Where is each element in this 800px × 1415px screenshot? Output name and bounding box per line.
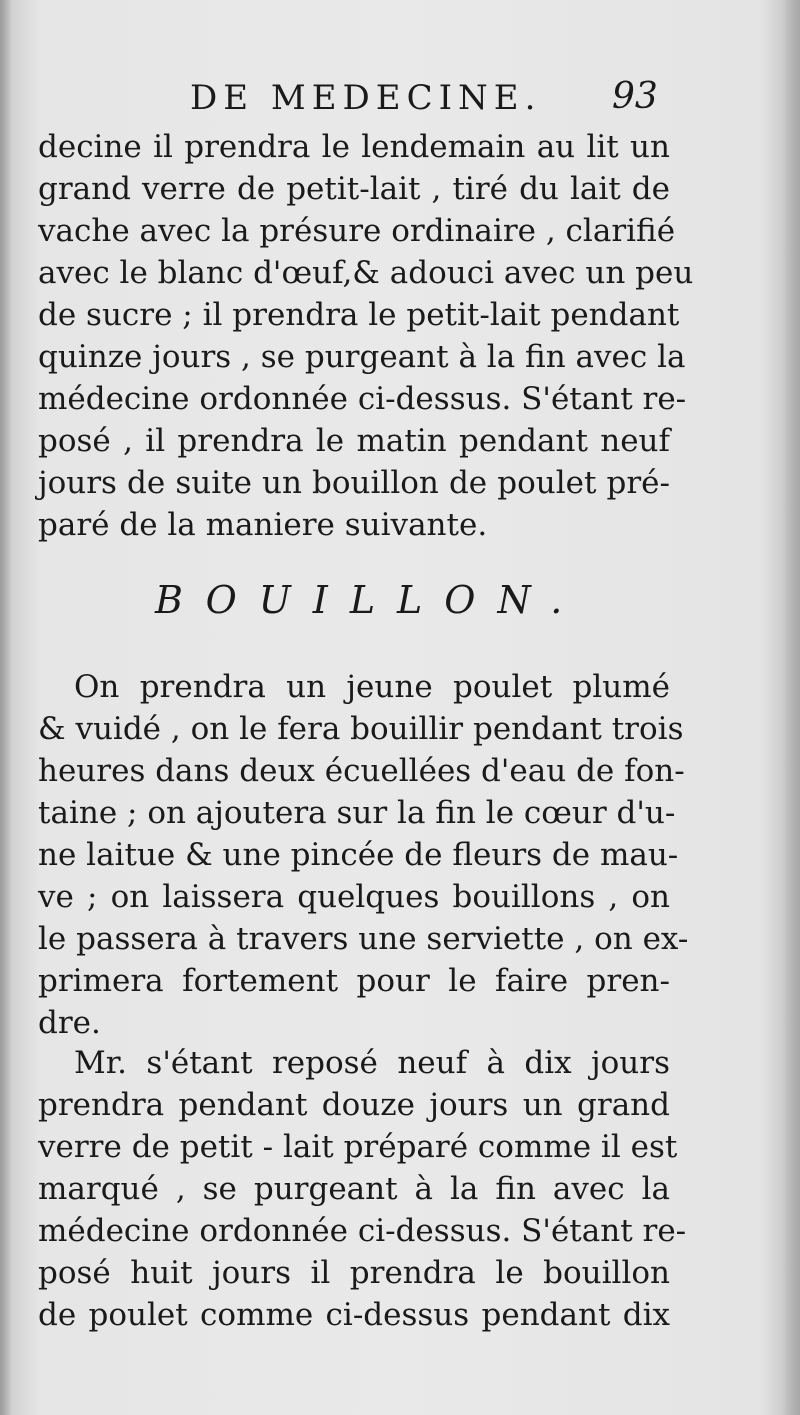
text-line: decine il prendra le lendemain au lit un	[38, 129, 670, 165]
text-line: primera fortement pour le faire pren-	[38, 963, 670, 999]
text-line: heures dans deux écuellées d'eau de fon-	[38, 753, 685, 789]
text-line: le passera à travers une serviette , on ex-	[38, 921, 689, 957]
text-line: verre de petit - lait préparé comme il est	[38, 1129, 678, 1165]
section-heading: BOUILLON.	[155, 578, 585, 622]
text-line: prendra pendant douze jours un grand	[38, 1087, 670, 1123]
text-line: posé , il prendra le matin pendant neuf	[38, 423, 670, 459]
text-line: Mr. s'étant reposé neuf à dix jours	[74, 1045, 670, 1081]
text-line: dre.	[38, 1005, 101, 1041]
text-line: quinze jours , se purgeant à la fin avec la	[38, 339, 686, 375]
text-line: vache avec la présure ordinaire , clarifié	[38, 213, 676, 249]
text-line: taine ; on ajoutera sur la fin le cœur d'u-	[38, 795, 676, 831]
text-line: posé huit jours il prendra le bouillon	[38, 1255, 670, 1291]
paragraph-3	[38, 1042, 687, 1336]
text-line: & vuidé , on le fera bouillir pendant trois	[38, 711, 684, 747]
running-title: DE MEDECINE.	[190, 78, 542, 118]
page-gutter-shadow	[0, 0, 12, 1415]
page-edge-shadow	[782, 0, 800, 1415]
text-line: ve ; on laissera quelques bouillons , on	[38, 879, 670, 915]
text-line: de poulet comme ci-dessus pendant dix	[38, 1297, 670, 1333]
text-line: On prendra un jeune poulet plumé	[74, 669, 670, 705]
text-line: jours de suite un bouillon de poulet pré-	[38, 465, 670, 501]
text-line: grand verre de petit-lait , tiré du lait de	[38, 171, 670, 207]
text-line: marqué , se purgeant à la fin avec la	[38, 1171, 670, 1207]
text-line: de sucre ; il prendra le petit-lait pendant	[38, 297, 680, 333]
paragraph-2	[38, 666, 689, 1044]
text-line: paré de la maniere suivante.	[38, 507, 488, 543]
text-line: médecine ordonnée ci-dessus. S'étant re-	[38, 381, 687, 417]
text-line: ne laitue & une pincée de fleurs de mau-	[38, 837, 679, 873]
page-number: 93	[612, 76, 658, 117]
text-line: avec le blanc d'œuf,& adouci avec un peu	[38, 255, 694, 291]
paragraph-1	[38, 126, 694, 546]
text-line: médecine ordonnée ci-dessus. S'étant re-	[38, 1213, 687, 1249]
